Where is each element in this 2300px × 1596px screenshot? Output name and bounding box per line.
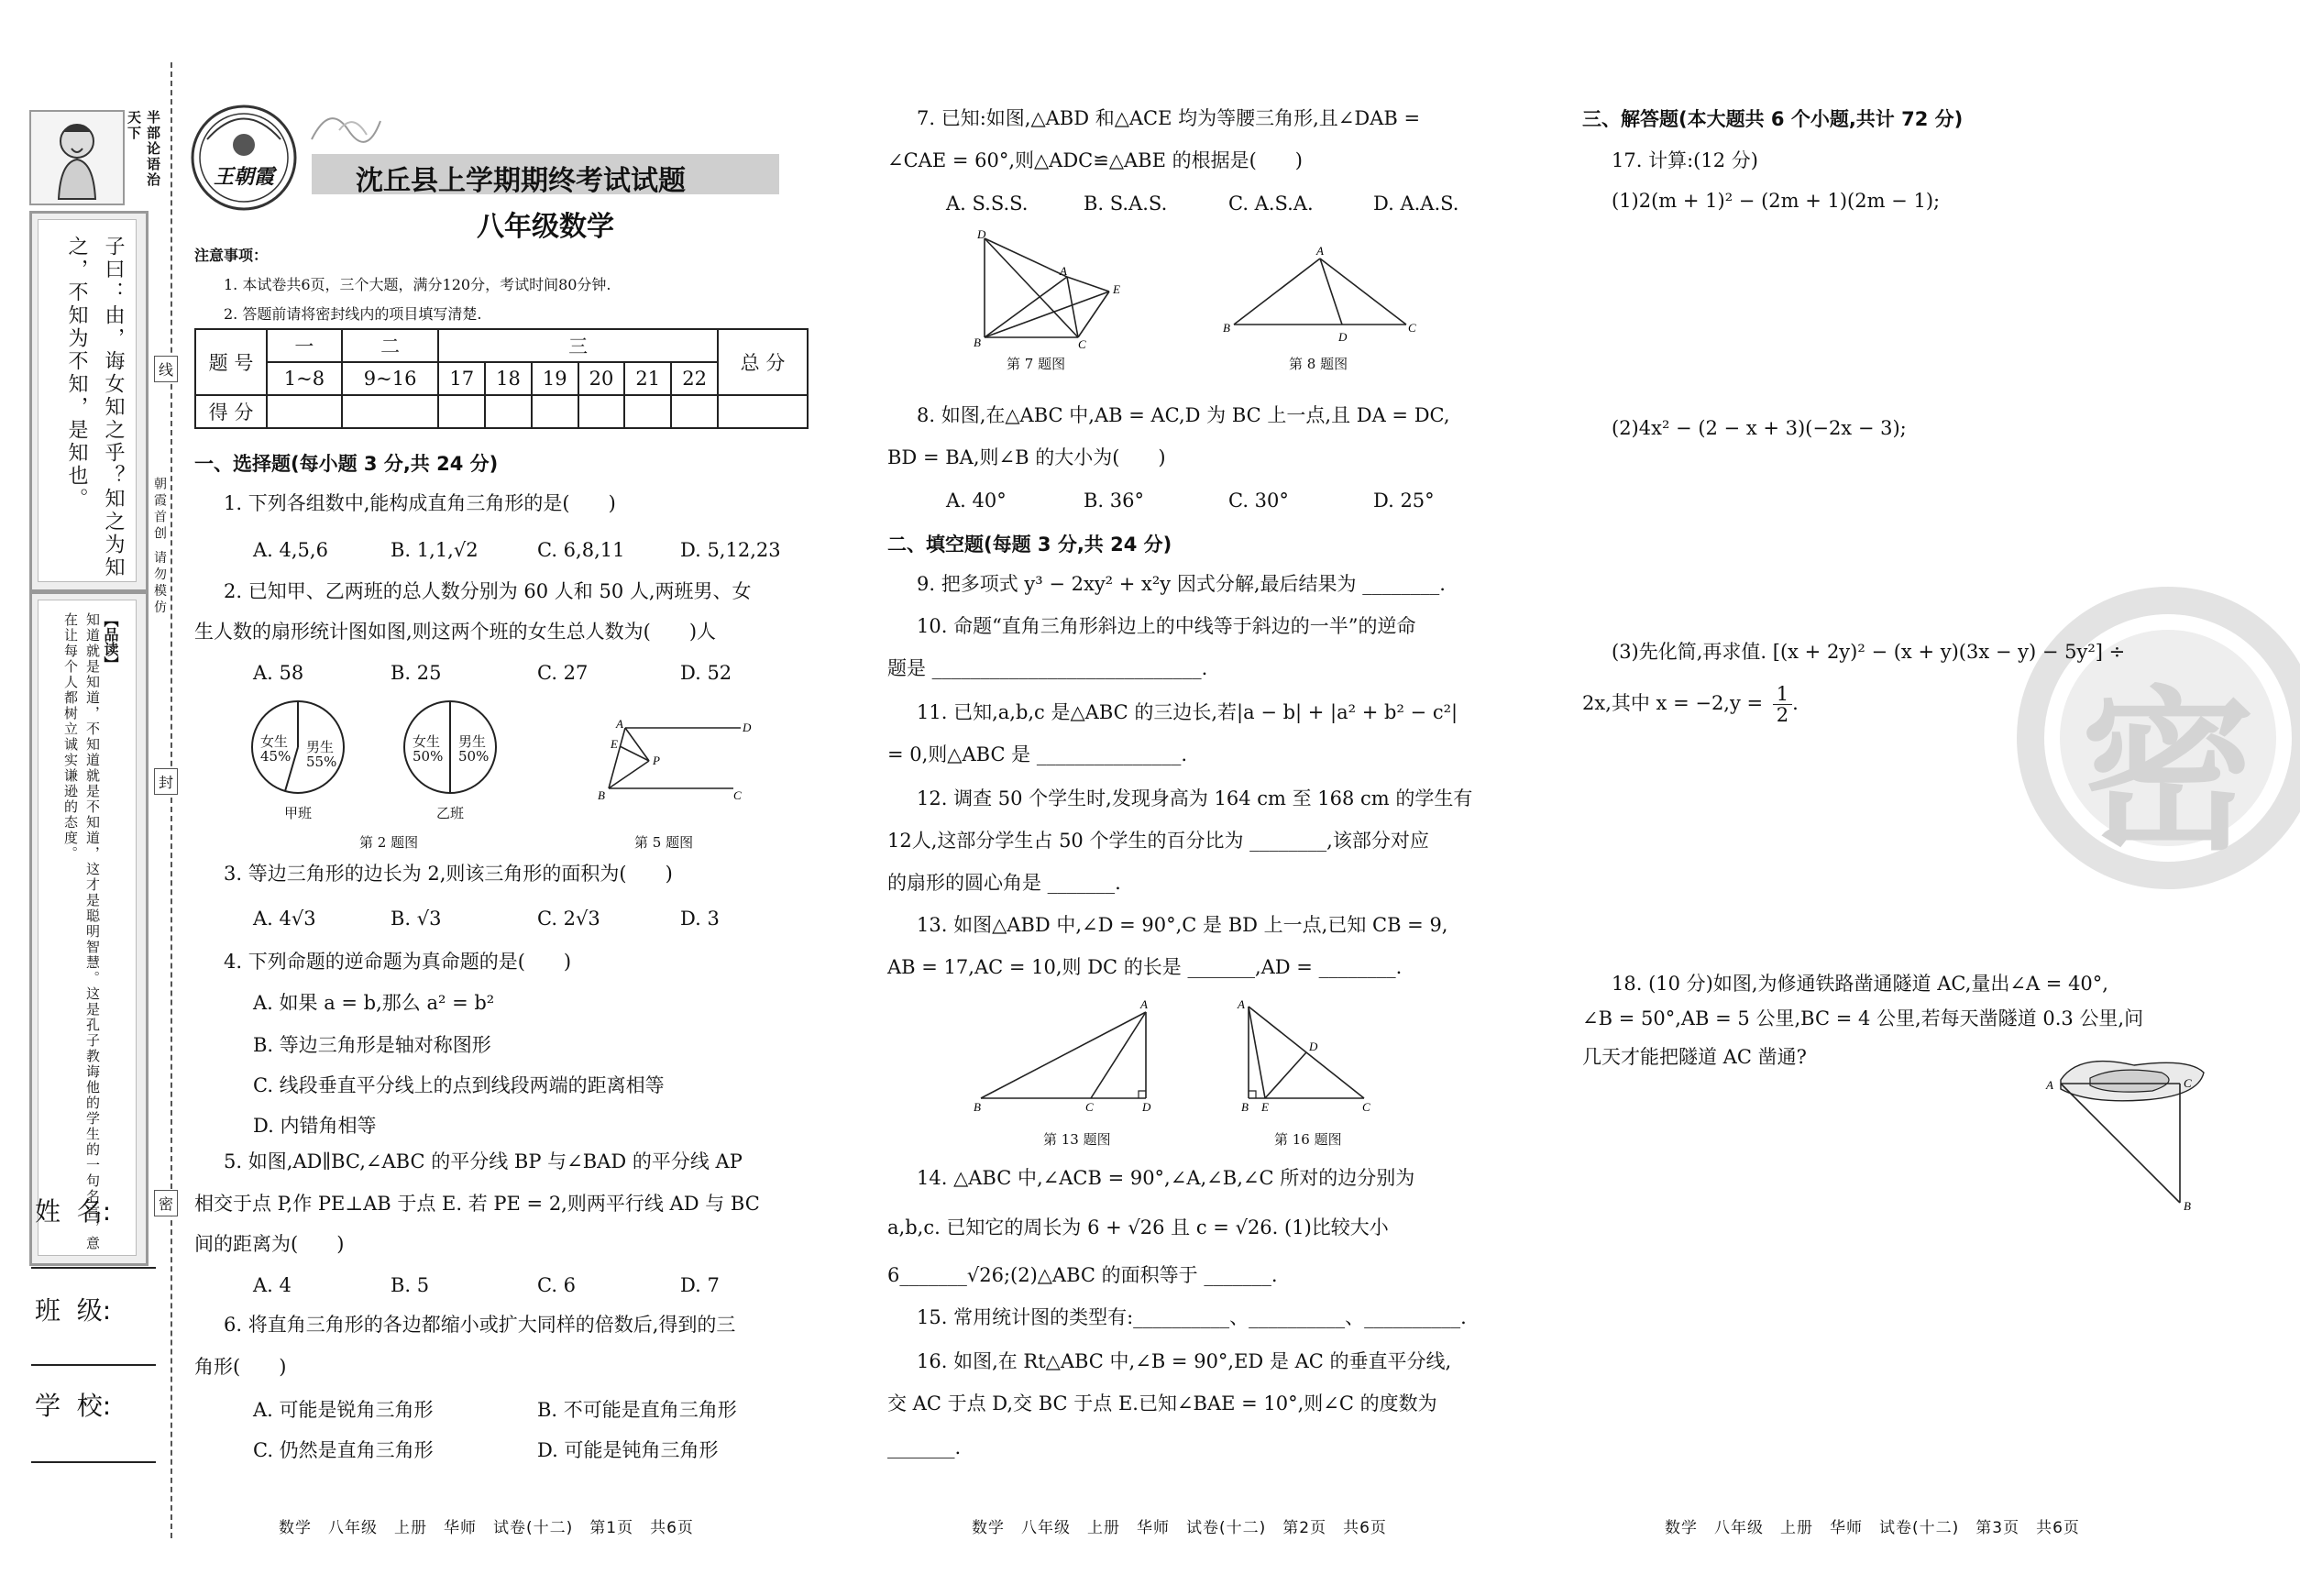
note-1: 1. 本试卷共6页，三个大题，满分120分，考试时间80分钟. <box>224 276 611 293</box>
q8-line2: BD = BA,则∠B 的大小为( ) <box>887 446 1166 468</box>
q3: 3. 等边三角形的边长为 2,则该三角形的面积为( ) <box>224 863 673 885</box>
q7-opt-b: B. S.A.S. <box>1084 193 1168 215</box>
q6-opt-d: D. 可能是钝角三角形 <box>537 1439 719 1461</box>
ribbon-icon <box>303 103 385 161</box>
fraction-den: 2 <box>1776 704 1789 726</box>
q6-opt-b: B. 不可能是直角三角形 <box>537 1399 737 1421</box>
table-header-defen: 得 分 <box>195 395 267 428</box>
q7-opt-d: D. A.A.S. <box>1373 193 1459 215</box>
q2-line2: 生人数的扇形统计图如图,则这两个班的女生总人数为( )人 <box>194 621 717 643</box>
q5-opt-d: D. 7 <box>680 1274 720 1296</box>
svg-text:A: A <box>2046 1078 2053 1092</box>
q5-line2: 相交于点 P,作 PE⊥AB 于点 E. 若 PE = 2,则两平行线 AD 与 BC <box>194 1193 760 1215</box>
q3-opt-c: C. 2√3 <box>537 908 600 930</box>
figure-13 <box>972 996 1164 1115</box>
q17-3-line2: 2x,其中 x = −2,y = $\frac{1}{2}$ . <box>1582 683 1799 726</box>
svg-text:A: A <box>1060 264 1067 278</box>
q4: 4. 下列命题的逆命题为真命题的是( ) <box>224 951 572 973</box>
q12-line2: 12人,这部分学生占 50 个学生的百分比为 ________,该部分对应 <box>887 830 1429 852</box>
q7-opt-c: C. A.S.A. <box>1228 193 1314 215</box>
q17: 17. 计算:(12 分) <box>1612 149 1758 171</box>
svg-text:C: C <box>733 788 742 802</box>
pie2-right-label: 男生 <box>458 733 487 750</box>
svg-text:B: B <box>974 336 981 348</box>
svg-text:E: E <box>1113 282 1120 296</box>
seal-char-2: 封 <box>154 768 178 795</box>
fig5-caption: 第 5 题图 <box>634 834 694 851</box>
note-2: 2. 答题前请将密封线内的项目填写清楚. <box>224 305 482 323</box>
comment-text: 知道就是知道，不知道就是不知道，这才是聪明智慧。这是孔子教诲他的学生的一句名言，意在让每个人都树立诚实谦逊的态度。 <box>62 612 101 1251</box>
section-2-title: 二、填空题(每题 3 分,共 24 分) <box>887 534 1172 556</box>
table-col: 21 <box>624 362 671 395</box>
q12-line3: 的扇形的圆心角是 _______. <box>887 872 1121 894</box>
q3-opt-d: D. 3 <box>680 908 720 930</box>
table-sec1: 一 <box>267 329 342 362</box>
pie-chart-yi <box>400 697 501 821</box>
q6-line2: 角形( ) <box>194 1356 287 1378</box>
q9: 9. 把多项式 y³ − 2xy² + x²y 因式分解,最后结果为 ________. <box>917 573 1446 595</box>
q6-line1: 6. 将直角三角形的各边都缩小或扩大同样的倍数后,得到的三 <box>224 1314 736 1336</box>
q2-opt-c: C. 27 <box>537 662 589 684</box>
q4-opt-a: A. 如果 a = b,那么 a² = b² <box>253 992 495 1014</box>
exam-subtitle: 八年级数学 <box>477 211 614 243</box>
figure-8 <box>1219 246 1430 347</box>
score-cell[interactable] <box>485 395 532 428</box>
class-label: 班 级: <box>35 1295 112 1326</box>
name-label: 姓 名: <box>35 1196 112 1227</box>
q8-opt-b: B. 36° <box>1084 490 1145 512</box>
svg-text:C: C <box>1408 321 1416 335</box>
quote-box <box>29 211 149 592</box>
logo-text: 王朝霞 <box>213 165 274 189</box>
fig8-caption: 第 8 题图 <box>1289 356 1348 372</box>
comment-box <box>29 591 149 1266</box>
score-cell[interactable] <box>267 395 342 428</box>
svg-text:P: P <box>653 754 660 767</box>
svg-text:C: C <box>1078 337 1086 348</box>
table-col: 19 <box>532 362 578 395</box>
q10-line2: 题是 ____________________________. <box>887 657 1208 679</box>
q7-line1: 7. 已知:如图,△ABD 和△ACE 均为等腰三角形,且∠DAB = <box>917 107 1421 129</box>
q18-line2: ∠B = 50°,AB = 5 公里,BC = 4 公里,若每天凿隧道 0.3 公里,问 <box>1582 1007 2144 1029</box>
publisher-logo <box>189 103 299 213</box>
svg-text:D: D <box>977 229 986 241</box>
fig2-caption: 第 2 题图 <box>359 834 419 851</box>
table-col: 1~8 <box>267 362 342 395</box>
section-1-title: 一、选择题(每小题 3 分,共 24 分) <box>194 453 499 475</box>
score-cell[interactable] <box>718 395 808 428</box>
svg-text:E: E <box>611 737 618 751</box>
q17-3-line2-text: 2x,其中 x = −2,y = <box>1582 692 1769 714</box>
fraction-num: 1 <box>1773 684 1792 705</box>
figure-18 <box>2042 1054 2226 1219</box>
fraction <box>1773 684 1792 725</box>
svg-text:C: C <box>1085 1100 1094 1114</box>
q8-line1: 8. 如图,在△ABC 中,AB = AC,D 为 BC 上一点,且 DA = DC, <box>917 404 1450 426</box>
brand-note: 朝霞首创 请勿模仿 <box>152 477 167 617</box>
pie2-name: 乙班 <box>436 805 465 821</box>
q1-opt-c: C. 6,8,11 <box>537 539 625 561</box>
q14-line2: a,b,c. 已知它的周长为 6 + √26 且 c = √26. (1)比较大小 <box>887 1216 1389 1238</box>
page3-footer: 数学 八年级 上册 华师 试卷(十二) 第3页 共6页 <box>1665 1519 2080 1537</box>
table-header-zongfen: 总 分 <box>718 329 808 395</box>
seal-char-3: 密 <box>154 1190 178 1216</box>
confucius-avatar <box>29 110 125 205</box>
pie1-right-pct: 55% <box>306 754 337 770</box>
logo-badge-icon <box>189 103 299 213</box>
svg-text:D: D <box>1309 1040 1318 1053</box>
page2-footer: 数学 八年级 上册 华师 试卷(十二) 第2页 共6页 <box>972 1519 1387 1537</box>
q11-line2: = 0,则△ABC 是 _______________. <box>887 743 1188 765</box>
score-cell[interactable] <box>342 395 438 428</box>
figure-5 <box>587 715 752 807</box>
school-field[interactable] <box>31 1461 156 1463</box>
pie2-right-pct: 50% <box>458 748 490 765</box>
q1-opt-d: D. 5,12,23 <box>680 539 781 561</box>
q8-opt-d: D. 25° <box>1373 490 1435 512</box>
q4-opt-c: C. 线段垂直平分线上的点到线段两端的距离相等 <box>253 1074 665 1096</box>
svg-text:B: B <box>974 1100 981 1114</box>
q13-line1: 13. 如图△ABD 中,∠D = 90°,C 是 BD 上一点,已知 CB = 9, <box>917 914 1448 936</box>
q14-line1: 14. △ABC 中,∠ACB = 90°,∠A,∠B,∠C 所对的边分别为 <box>917 1167 1415 1189</box>
svg-text:C: C <box>1362 1100 1370 1114</box>
score-table <box>194 328 809 429</box>
q5-opt-c: C. 6 <box>537 1274 577 1296</box>
pie1-left-pct: 45% <box>260 748 292 765</box>
svg-text:A: A <box>616 717 623 731</box>
fig13-caption: 第 13 题图 <box>1043 1131 1111 1148</box>
q3-opt-b: B. √3 <box>391 908 442 930</box>
score-cell[interactable] <box>438 395 485 428</box>
confucius-quote: 子曰：由，诲女知之乎？知之为知之，不知为不知，是知也。 <box>65 236 125 579</box>
table-col: 9~16 <box>342 362 438 395</box>
q6-opt-c: C. 仍然是直角三角形 <box>253 1439 434 1461</box>
q5-line3: 间的距离为( ) <box>194 1233 345 1255</box>
q5-opt-a: A. 4 <box>253 1274 292 1296</box>
q8-opt-a: A. 40° <box>946 490 1007 512</box>
svg-text:B: B <box>1223 321 1230 335</box>
score-cell[interactable] <box>578 395 625 428</box>
svg-text:D: D <box>1142 1100 1151 1114</box>
exam-title: 沈丘县上学期期终考试试题 <box>356 165 686 197</box>
q5-opt-b: B. 5 <box>391 1274 430 1296</box>
q6-opt-a: A. 可能是锐角三角形 <box>253 1399 434 1421</box>
motto-tag: 半部论语治天下 <box>126 110 161 188</box>
q13-line2: AB = 17,AC = 10,则 DC 的长是 _______,AD = ________. <box>887 956 1403 978</box>
svg-text:A: A <box>1316 246 1324 258</box>
svg-text:E: E <box>1261 1100 1269 1114</box>
q18-line1: 18. (10 分)如图,为修通铁路凿通隧道 AC,量出∠A = 40°, <box>1612 973 2108 995</box>
table-header-tihao: 题 号 <box>195 329 267 395</box>
table-col: 22 <box>671 362 718 395</box>
svg-text:B: B <box>598 788 605 802</box>
confucius-icon <box>31 112 123 204</box>
q14-line3: 6_______√26;(2)△ABC 的面积等于 _______. <box>887 1264 1278 1286</box>
q12-line1: 12. 调查 50 个学生时,发现身高为 164 cm 至 168 cm 的学生有 <box>917 787 1473 809</box>
q11-line1: 11. 已知,a,b,c 是△ABC 的三边长,若|a − b| + |a² + b² − c²| <box>917 701 1458 723</box>
q15: 15. 常用统计图的类型有:__________、__________、__________. <box>917 1306 1467 1328</box>
section-3-title: 三、解答题(本大题共 6 个小题,共计 72 分) <box>1582 108 1964 130</box>
table-sec3: 三 <box>438 329 718 362</box>
q2-opt-a: A. 58 <box>253 662 304 684</box>
q2-opt-d: D. 52 <box>680 662 732 684</box>
fig16-caption: 第 16 题图 <box>1274 1131 1342 1148</box>
table-col: 17 <box>438 362 485 395</box>
q7-opt-a: A. S.S.S. <box>946 193 1029 215</box>
q17-1: (1)2(m + 1)² − (2m + 1)(2m − 1); <box>1612 190 1941 212</box>
pie1-name: 甲班 <box>284 805 313 821</box>
q2-opt-b: B. 25 <box>391 662 442 684</box>
q1-opt-a: A. 4,5,6 <box>253 539 328 561</box>
seal-char-1: 线 <box>154 356 178 382</box>
watermark-char: 密 <box>2080 671 2255 874</box>
score-cell[interactable] <box>532 395 578 428</box>
q16-line2: 交 AC 于点 D,交 BC 于点 E.已知∠BAE = 10°,则∠C 的度数为 <box>887 1392 1437 1414</box>
q1-opt-b: B. 1,1,√2 <box>391 539 479 561</box>
q1: 1. 下列各组数中,能构成直角三角形的是( ) <box>224 492 616 514</box>
q16-line3: _______. <box>887 1436 962 1458</box>
pie1-right-label: 男生 <box>306 739 335 755</box>
table-col: 20 <box>578 362 625 395</box>
pie2-left-pct: 50% <box>413 748 444 765</box>
fig7-caption: 第 7 题图 <box>1007 356 1066 372</box>
q4-opt-d: D. 内错角相等 <box>253 1115 377 1137</box>
notes-title: 注意事项： <box>194 247 269 264</box>
figure-16 <box>1228 996 1384 1115</box>
q10-line1: 10. 命题“直角三角形斜边上的中线等于斜边的一半”的逆命 <box>917 615 1416 637</box>
q2-line1: 2. 已知甲、乙两班的总人数分别为 60 人和 50 人,两班男、女 <box>224 580 752 602</box>
pie1-left-label: 女生 <box>260 733 289 750</box>
svg-text:B: B <box>2184 1199 2191 1213</box>
score-cell[interactable] <box>624 395 671 428</box>
table-sec2: 二 <box>342 329 438 362</box>
score-cell[interactable] <box>671 395 718 428</box>
binding-line <box>171 62 172 1538</box>
svg-text:B: B <box>1241 1100 1249 1114</box>
svg-text:D: D <box>743 721 752 734</box>
svg-text:C: C <box>2184 1076 2192 1090</box>
pie-chart-jia <box>248 697 348 821</box>
name-field[interactable] <box>31 1267 156 1269</box>
comment-label: 【品读】 <box>102 612 119 671</box>
q7-line2: ∠CAE = 60°,则△ADC≌△ABE 的根据是( ) <box>887 149 1303 171</box>
svg-text:A: A <box>1140 997 1148 1011</box>
class-field[interactable] <box>31 1364 156 1366</box>
figure-7 <box>972 229 1137 348</box>
q8-opt-c: C. 30° <box>1228 490 1289 512</box>
q16-line1: 16. 如图,在 Rt△ABC 中,∠B = 90°,ED 是 AC 的垂直平分线, <box>917 1350 1452 1372</box>
svg-text:D: D <box>1338 330 1348 344</box>
pie2-left-label: 女生 <box>413 733 441 750</box>
svg-text:A: A <box>1238 997 1245 1011</box>
table-col: 18 <box>485 362 532 395</box>
q5-line1: 5. 如图,AD∥BC,∠ABC 的平分线 BP 与∠BAD 的平分线 AP <box>224 1150 743 1172</box>
school-label: 学 校: <box>35 1391 112 1421</box>
q17-2: (2)4x² − (2 − x + 3)(−2x − 3); <box>1612 417 1907 439</box>
q4-opt-b: B. 等边三角形是轴对称图形 <box>253 1034 491 1056</box>
q18-line3: 几天才能把隧道 AC 凿通? <box>1582 1046 1807 1068</box>
q17-3-line1: (3)先化简,再求值. [(x + 2y)² − (x + y)(3x − y) − 5y²] ÷ <box>1612 641 2126 663</box>
page1-footer: 数学 八年级 上册 华师 试卷(十二) 第1页 共6页 <box>279 1519 694 1537</box>
q3-opt-a: A. 4√3 <box>253 908 316 930</box>
